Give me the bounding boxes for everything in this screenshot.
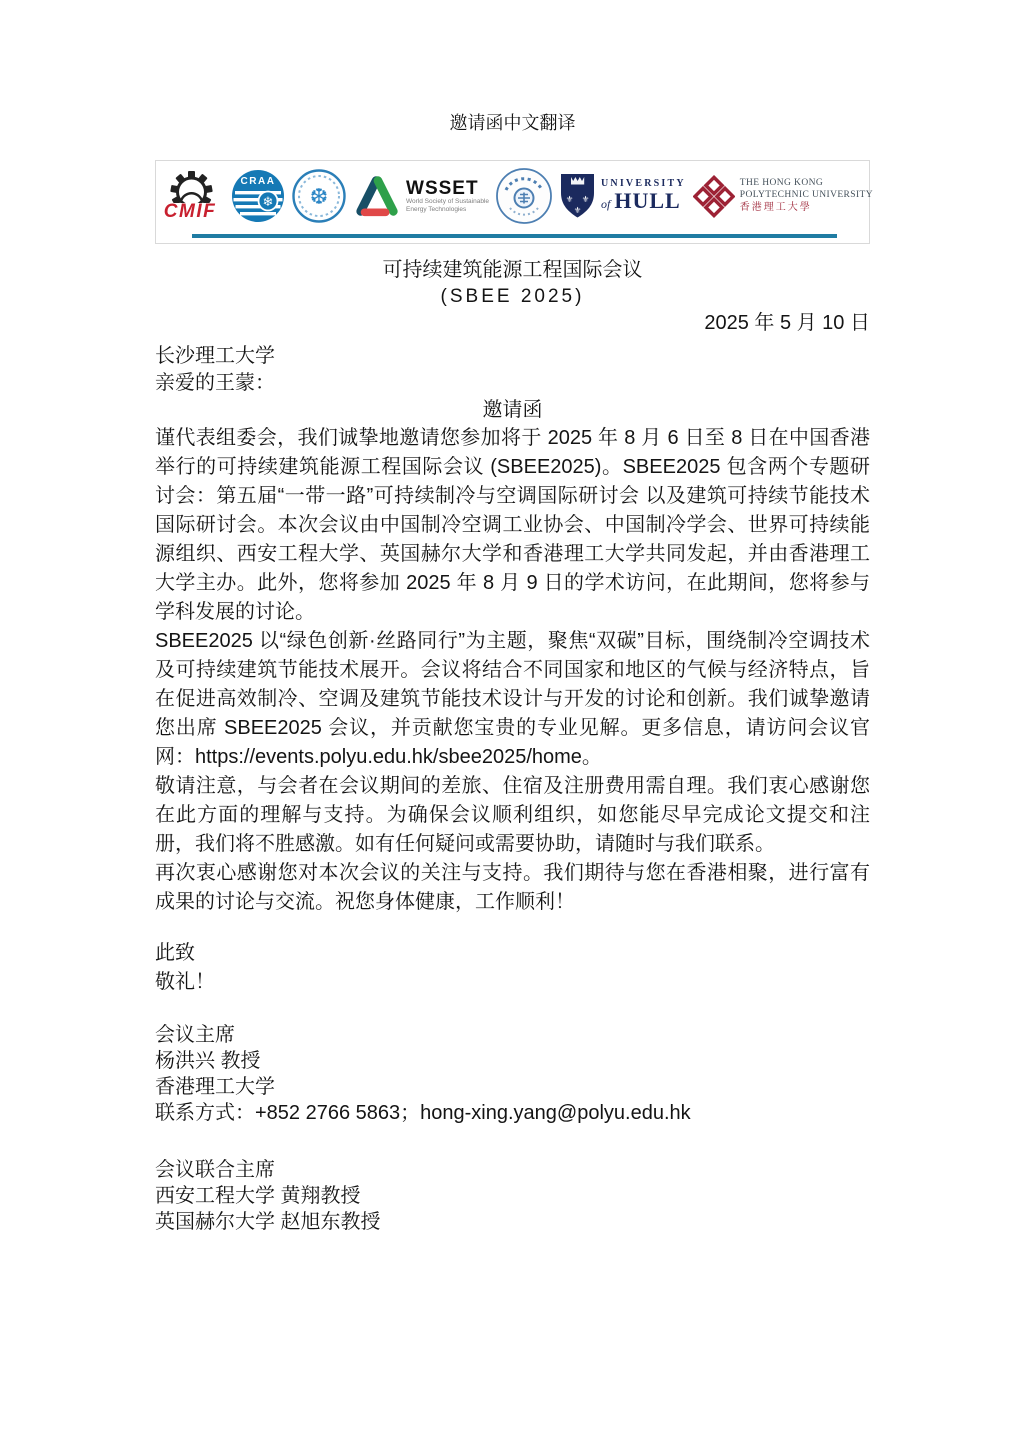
cochair-2: 英国赫尔大学 赵旭东教授	[155, 1211, 381, 1233]
chair-contact: 联系方式：+852 2766 5863；hong-xing.yang@polyu.edu.hk	[155, 1102, 691, 1124]
salutation: 亲爱的王蒙：	[155, 372, 275, 394]
cochair-block	[155, 1157, 870, 1235]
letter-date: 2025 年 5 月 10 日	[704, 312, 870, 334]
paragraph-invitation: 谨代表组委会，我们诚挚地邀请您参加将于 2025 年 8 月 6 日至 8 日在中国香港举行的可持续建筑能源工程国际会议 (SBEE2025)。SBEE2025 包含两个专题研讨会：第五届“一带一路”可持续制冷与空调国际研讨会 以及建筑可持续节能技术国际研讨会。本次会议由中国制冷空调工业协会、中国制冷学会、世界可持续能源组织、西安工程大学、英国赫尔大学和香港理工大学共同发起，并由香港理工大学主办。此外，您将参加 2025 年 8 月 9 日的学术访问，在此期间，您将参与学科发展的讨论。	[155, 427, 870, 623]
chair-affiliation: 香港理工大学	[155, 1076, 275, 1098]
polyu-label-line1: THE HONG KONG	[739, 178, 824, 188]
car-snowflake-glyph: ❆	[309, 184, 329, 209]
conference-title: 可持续建筑能源工程国际会议	[382, 259, 643, 281]
recipient-university: 长沙理工大学	[155, 345, 275, 367]
letterhead-banner	[155, 160, 873, 244]
xpu-seal-icon	[496, 168, 552, 224]
hull-fleur-glyph-1: ⚜	[565, 194, 574, 204]
wsset-subtext-line1: World Society of Sustainable	[406, 197, 489, 205]
wsset-label: WSSET	[406, 177, 479, 199]
chair-name: 杨洪兴 教授	[155, 1050, 261, 1072]
closing-line-2: 敬礼！	[155, 971, 215, 993]
letterhead-divider-rule	[192, 234, 837, 238]
hull-label-name: HULL	[614, 187, 681, 213]
hull-fleur-glyph-3: ⚜	[573, 205, 582, 215]
paragraph-thanks: 再次衷心感谢您对本次会议的关注与支持。我们期待与您在香港相聚，进行富有成果的讨论与交流。祝您身体健康，工作顺利！	[155, 862, 870, 913]
letter-heading: 邀请函	[482, 399, 543, 421]
craa-logo-icon	[231, 169, 285, 223]
page-title: 邀请函中文翻译	[449, 113, 576, 133]
cmif-label: CMIF	[163, 201, 217, 222]
cmif-logo-icon	[152, 170, 224, 222]
cochair-1: 西安工程大学 黄翔教授	[155, 1185, 361, 1207]
craa-snowflake-glyph: ❄	[262, 194, 274, 209]
polyu-label-line2: POLYTECHNIC UNIVERSITY	[739, 189, 873, 200]
polyu-label-chinese: 香港理工大學	[739, 202, 812, 213]
paragraph-notice: 敬请注意，与会者在会议期间的差旅、住宿及注册费用需自理。我们衷心感谢您在此方面的理解与支持。为确保会议顺利组织，如您能尽早完成论文提交和注册，我们将不胜感激。如有任何疑问或需要协助，请随时与我们联系。	[155, 775, 870, 855]
wsset-logo-icon	[353, 172, 489, 220]
car-seal-icon	[292, 169, 346, 223]
signature-block	[155, 1022, 870, 1126]
hull-fleur-glyph-2: ⚜	[581, 194, 590, 204]
cochair-title: 会议联合主席	[155, 1159, 275, 1181]
hull-label-line1: UNIVERSITY	[601, 177, 686, 189]
polyu-logo-icon	[693, 174, 873, 218]
closing-block	[155, 939, 870, 997]
conference-code: (SBEE 2025)	[440, 286, 585, 307]
craa-label: CRAA	[240, 176, 276, 187]
chair-title: 会议主席	[155, 1024, 235, 1046]
paragraph-theme: SBEE2025 以“绿色创新·丝路同行”为主题，聚焦“双碳”目标，围绕制冷空调技术及可持续建筑节能技术展开。会议将结合不同国家和地区的气候与经济特点，旨在促进高效制冷、空调及建筑节能技术设计与开发的讨论和创新。我们诚挚邀请您出席 SBEE2025 会议，并贡献您宝贵的专业见解。更多信息，请访问会议官网：https://events.polyu.edu.hk/sbee2025/home。	[155, 630, 870, 768]
hull-logo-icon	[559, 172, 686, 220]
wsset-subtext-line2: Energy Technologies	[406, 205, 467, 213]
hull-label-of: of	[601, 196, 611, 211]
closing-line-1: 此致	[155, 942, 195, 964]
